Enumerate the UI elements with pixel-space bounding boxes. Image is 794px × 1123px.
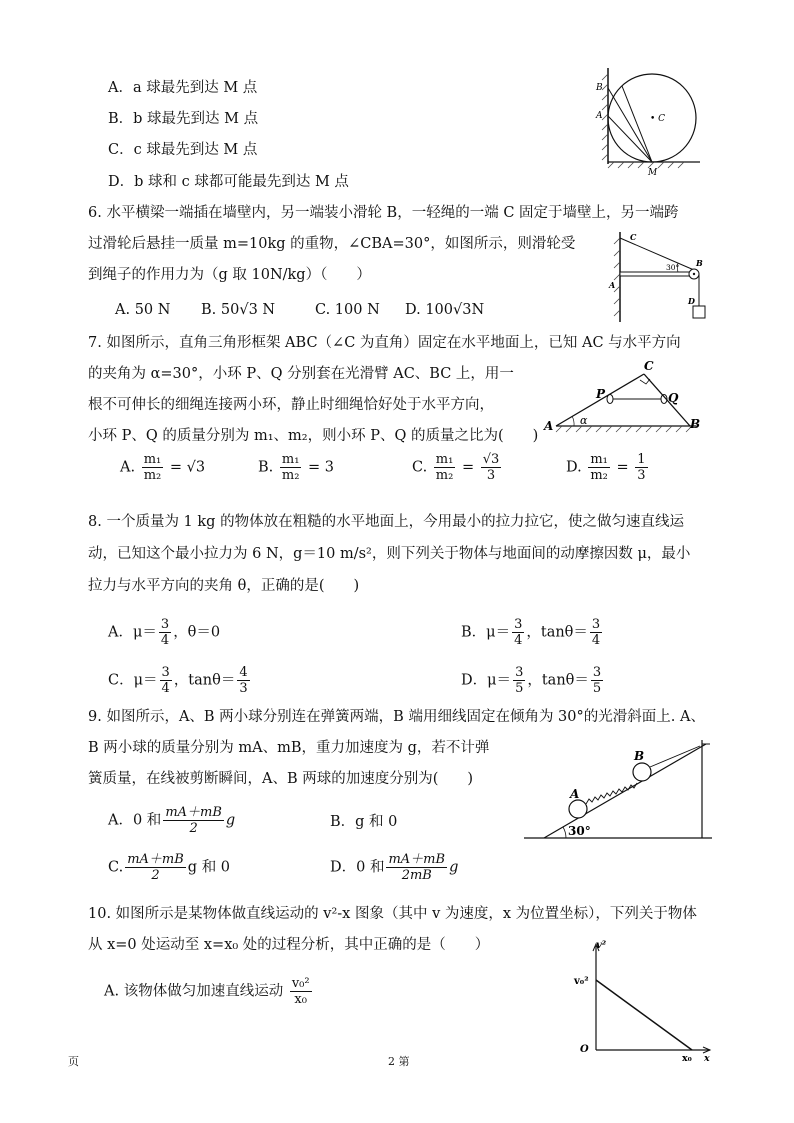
q7-option-a xyxy=(120,452,205,483)
q8-option-b-den: 4 xyxy=(514,633,523,648)
q8-option-b-num: 3 xyxy=(514,617,523,632)
q8-line3: 拉力与水平方向的夹角 θ，正确的是( ) xyxy=(88,578,360,594)
q8-option-d-den: 5 xyxy=(515,681,524,696)
q5-option-d: D．b 球和 c 球都可能最先到达 M 点 xyxy=(108,174,349,190)
q8-option-c-den2: 3 xyxy=(239,681,248,696)
fig7-label-q: Q xyxy=(668,391,679,405)
q7-option-b xyxy=(258,452,334,483)
q6-option-a: A. 50 N xyxy=(115,302,171,318)
fig7-label-alpha: α xyxy=(580,414,588,427)
fig9-label-angle: 30° xyxy=(568,824,591,838)
q7-option-d xyxy=(566,452,650,483)
q9-option-d-num: mA＋mB xyxy=(388,852,446,867)
q7-option-a-den: m₂ xyxy=(143,468,162,483)
incline-spring-figure xyxy=(522,736,716,846)
q10-line2: 从 x=0 处运动至 x=x₀ 处的过程分析，其中正确的是（ ） xyxy=(88,937,490,953)
q9-option-d-pre: D．0 和 xyxy=(330,859,385,876)
q7-option-d-vnum: 1 xyxy=(637,452,646,467)
q9-line2: B 两小球的质量分别为 mA、mB，重力加速度为 g，若不计弹 xyxy=(88,740,490,756)
fig6-label-c: C xyxy=(630,232,637,242)
fig9-label-b: B xyxy=(634,749,645,763)
q8-option-d-den2: 5 xyxy=(592,681,602,696)
q7-option-c-vden: 3 xyxy=(486,468,496,483)
q8-option-c-num: 3 xyxy=(161,665,170,680)
q8-option-a-den: 4 xyxy=(160,633,170,648)
q7-option-c-eq: = xyxy=(461,459,475,476)
q8-option-d-num2: 3 xyxy=(592,665,602,680)
fig7-label-p: P xyxy=(596,387,606,401)
fig5-label-m: M xyxy=(648,168,658,178)
q10-option-a-num: v₀² xyxy=(291,976,310,991)
fig7-label-c: C xyxy=(644,359,654,373)
q7-line2: 的夹角为 α=30°，小环 P、Q 分别套在光滑臂 AC、BC 上，用一 xyxy=(88,366,514,382)
q9-option-d-post: g xyxy=(449,859,459,876)
q9-line3: 簧质量，在线被剪断瞬间，A、B 两球的加速度分别为( ) xyxy=(88,771,474,787)
q8-option-a-post: ，θ＝0 xyxy=(173,624,221,641)
fig6-label-b: B xyxy=(696,258,703,268)
q7-option-a-value: = √3 xyxy=(169,459,206,476)
fig7-label-b: B xyxy=(690,417,701,431)
q9-option-c-post: g 和 0 xyxy=(187,859,231,876)
q7-option-d-eq: = xyxy=(616,459,629,476)
fig9-label-a: A xyxy=(570,787,580,801)
v2-x-graph xyxy=(566,940,716,1064)
q9-option-a-num: mA＋mB xyxy=(165,805,222,820)
fig7-label-a: A xyxy=(544,419,554,433)
q9-option-b: B．g 和 0 xyxy=(330,814,398,830)
fig6-label-angle: 30° xyxy=(666,263,680,272)
q7-option-c xyxy=(412,452,503,483)
q8-option-a-pre: A．μ＝ xyxy=(108,624,157,641)
beam-pulley-figure xyxy=(604,228,714,326)
q9-option-a-den: 2 xyxy=(189,821,198,836)
fig10-label-origin: O xyxy=(580,1044,589,1055)
q7-line3: 根不可伸长的细绳连接两小环，静止时细绳恰好处于水平方向， xyxy=(88,397,494,413)
q6-option-d: D. 100√3N xyxy=(405,302,485,318)
q8-option-c-pre: C．μ＝ xyxy=(108,672,158,689)
footer-page-number: 2 第 xyxy=(388,1055,410,1068)
q9-option-d-den: 2mB xyxy=(401,868,432,883)
q7-option-b-label: B. xyxy=(258,459,274,476)
q9-option-c xyxy=(108,852,230,883)
q9-option-c-den: 2 xyxy=(151,868,160,883)
q9-option-a-pre: A．0 和 xyxy=(108,812,162,829)
q7-option-b-num: m₁ xyxy=(281,452,300,467)
q9-option-a-post: g xyxy=(225,812,236,829)
q5-option-c: C．c 球最先到达 M 点 xyxy=(108,142,258,158)
fig5-label-a: A xyxy=(596,111,603,121)
q8-option-d-pre: D．μ＝ xyxy=(461,672,512,689)
q7-option-d-label: D. xyxy=(566,459,582,476)
q10-option-a-den: x₀ xyxy=(294,992,307,1007)
q7-line4: 小环 P、Q 的质量分别为 m₁、m₂，则小环 P、Q 的质量之比为( ) xyxy=(88,428,539,444)
q8-option-b-mid: ，tanθ＝ xyxy=(526,624,588,641)
q10-option-a xyxy=(104,976,314,1007)
triangle-frame-figure xyxy=(540,358,708,438)
q8-line2: 动，已知这个最小拉力为 6 N，g＝10 m/s²，则下列关于物体与地面间的动摩擦因数 μ，最小 xyxy=(88,546,691,562)
q6-line2: 过滑轮后悬挂一质量 m=10kg 的重物，∠CBA=30°，如图所示，则滑轮受 xyxy=(88,236,576,252)
q7-option-a-label: A. xyxy=(120,459,136,476)
q8-option-c xyxy=(108,665,252,696)
fig5-label-b: B xyxy=(596,83,603,93)
q7-option-b-den: m₂ xyxy=(281,468,300,483)
fig6-label-d: D xyxy=(688,296,695,306)
q8-option-a-num: 3 xyxy=(160,617,170,632)
q7-option-c-vnum: √3 xyxy=(482,452,500,467)
q8-option-b-den2: 4 xyxy=(591,633,601,648)
q7-option-d-vden: 3 xyxy=(637,468,646,483)
q7-option-d-den: m₂ xyxy=(590,468,608,483)
fig10-label-v2: v² xyxy=(596,940,607,951)
q9-option-c-num: mA＋mB xyxy=(127,852,184,867)
q7-option-c-label: C. xyxy=(412,459,428,476)
q8-option-d xyxy=(461,665,605,696)
q8-option-b-pre: B．μ＝ xyxy=(461,624,511,641)
q8-option-d-num: 3 xyxy=(515,665,524,680)
q7-option-c-den: m₂ xyxy=(435,468,454,483)
q8-option-a xyxy=(108,617,220,648)
q9-option-d xyxy=(330,852,458,883)
footer-left: 页 xyxy=(68,1055,79,1068)
q6-line1: 6. 水平横梁一端插在墙壁内，另一端装小滑轮 B，一轻绳的一端 C 固定于墙壁上，另一端跨 xyxy=(88,205,679,221)
q8-line1: 8. 一个质量为 1 kg 的物体放在粗糙的水平地面上，今用最小的拉力拉它，使之做匀速直线运 xyxy=(88,514,685,530)
q7-option-c-num: m₁ xyxy=(435,452,454,467)
q8-option-c-num2: 4 xyxy=(239,665,248,680)
q10-line1: 10. 如图所示是某物体做直线运动的 v²-x 图象（其中 v 为速度，x 为位置坐标），下列关于物体 xyxy=(88,906,697,922)
fig10-label-x0: x₀ xyxy=(682,1053,692,1064)
q8-option-c-den: 4 xyxy=(161,681,170,696)
q6-line3: 到绳子的作用力为（g 取 10N/kg）（ ） xyxy=(88,267,371,283)
q9-line1: 9. 如图所示，A、B 两小球分别连在弹簧两端，B 端用细线固定在倾角为 30°的光滑斜面上. A、 xyxy=(88,709,705,725)
q8-option-c-mid: ，tanθ＝ xyxy=(173,672,236,689)
fig10-label-x: x xyxy=(704,1053,710,1064)
q8-option-b xyxy=(461,617,604,648)
q5-option-a: A．a 球最先到达 M 点 xyxy=(108,80,258,96)
q7-option-b-value: = 3 xyxy=(308,459,335,476)
fig5-label-c: • C xyxy=(650,114,666,124)
q9-option-a xyxy=(108,805,235,836)
q9-option-c-pre: C. xyxy=(108,859,124,876)
circle-wall-figure xyxy=(588,66,708,178)
q8-option-d-mid: ，tanθ＝ xyxy=(527,672,589,689)
q6-option-c: C. 100 N xyxy=(315,302,380,318)
q7-option-d-num: m₁ xyxy=(590,452,608,467)
fig6-label-a: A xyxy=(609,280,616,290)
q6-option-b: B. 50√3 N xyxy=(201,302,276,318)
fig10-label-v0sq: v₀² xyxy=(574,976,589,987)
q7-option-a-num: m₁ xyxy=(143,452,162,467)
q8-option-b-num2: 3 xyxy=(591,617,601,632)
q10-option-a-text: A. 该物体做匀加速直线运动 xyxy=(104,983,284,1000)
q5-option-b: B．b 球最先到达 M 点 xyxy=(108,111,259,127)
q7-line1: 7. 如图所示，直角三角形框架 ABC（∠C 为直角）固定在水平地面上，已知 AC 与水平方向 xyxy=(88,335,681,351)
